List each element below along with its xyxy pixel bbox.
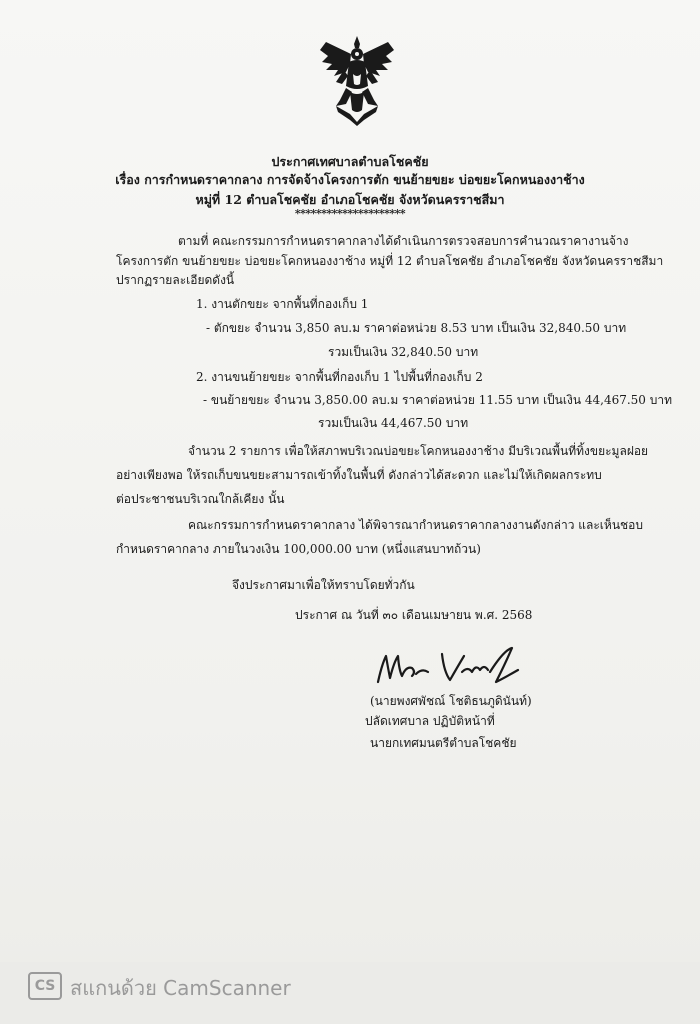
closing-announce: จึงประกาศมาเพื่อให้ทราบโดยทั่วกัน <box>232 578 415 592</box>
summary-line-1: จำนวน 2 รายการ เพื่อให้สภาพบริเวณบ่อขยะโคกหนองงาช้าง มีบริเวณพื้นที่ทิ้งขยะมูลฝอย <box>188 444 649 458</box>
announcement-date: ประกาศ ณ วันที่ ๓๐ เดือนเมษายน พ.ศ. 2568 <box>295 608 533 622</box>
decision-line-2: กำหนดราคากลาง ภายในวงเงิน 100,000.00 บาท (หนึ่งแสนบาทถ้วน) <box>116 542 481 556</box>
handwritten-signature <box>372 642 522 690</box>
item-2-total: รวมเป็นเงิน 44,467.50 บาท <box>318 416 469 430</box>
camscanner-footer <box>0 962 700 1024</box>
camscanner-logo-icon: CS <box>28 972 62 1000</box>
summary-line-3: ต่อประชาชนบริเวณใกล้เคียง นั้น <box>116 492 285 506</box>
item-1-total: รวมเป็นเงิน 32,840.50 บาท <box>328 345 479 359</box>
summary-line-2: อย่างเพียงพอ ให้รถเก็บขนขยะสามารถเข้าทิ้งในพื้นที่ ดังกล่าวได้สะดวก และไม่ให้เกิดผลกระทบ <box>116 468 602 482</box>
signer-name: (นายพงศพัชณ์ โชติธนภูดินันท์) <box>370 694 532 708</box>
announcement-location: หมู่ที่ 12 ตำบลโชคชัย อำเภอโชคชัย จังหวัดนครราชสีมา <box>195 192 505 207</box>
garuda-emblem-icon <box>316 34 398 126</box>
signer-position-2: นายกเทศมนตรีตำบลโชคชัย <box>370 736 517 750</box>
intro-line-1: ตามที่ คณะกรรมการกำหนดราคากลางได้ดำเนินการตรวจสอบการคำนวณราคางานจ้าง <box>178 234 629 248</box>
announcement-title: ประกาศเทศบาลตำบลโชคชัย <box>271 154 429 169</box>
intro-line-3: ปรากฏรายละเอียดดังนี้ <box>116 273 235 287</box>
item-1-title: 1. งานตักขยะ จากพื้นที่กองเก็บ 1 <box>196 297 369 311</box>
camscanner-watermark: สแกนด้วย CamScanner <box>70 976 291 1000</box>
signer-position: ปลัดเทศบาล ปฏิบัติหน้าที่ <box>365 714 495 728</box>
star-divider: ********************* <box>294 207 406 220</box>
item-1-detail: - ตักขยะ จำนวน 3,850 ลบ.ม ราคาต่อหน่วย 8.53 บาท เป็นเงิน 32,840.50 บาท <box>206 321 627 335</box>
announcement-subject: เรื่อง การกำหนดราคากลาง การจัดจ้างโครงการตัก ขนย้ายขยะ บ่อขยะโคกหนองงาช้าง <box>115 172 585 187</box>
intro-line-2: โครงการตัก ขนย้ายขยะ บ่อขยะโคกหนองงาช้าง หมู่ที่ 12 ตำบลโชคชัย อำเภอโชคชัย จังหวัดนครราชสีมา <box>116 254 664 268</box>
decision-line-1: คณะกรรมการกำหนดราคากลาง ได้พิจารณากำหนดราคากลางงานดังกล่าว และเห็นชอบ <box>188 518 643 532</box>
item-2-detail: - ขนย้ายขยะ จำนวน 3,850.00 ลบ.ม ราคาต่อหน่วย 11.55 บาท เป็นเงิน 44,467.50 บาท <box>203 393 673 407</box>
item-2-title: 2. งานขนย้ายขยะ จากพื้นที่กองเก็บ 1 ไปพื้นที่กองเก็บ 2 <box>196 370 483 384</box>
